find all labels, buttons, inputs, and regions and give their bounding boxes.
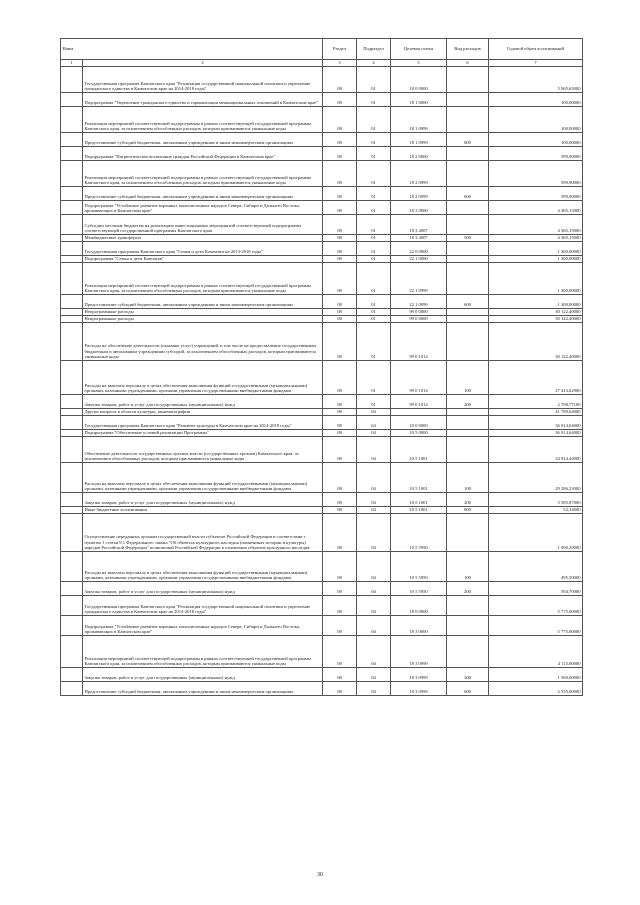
index-cell: 4 [357, 60, 391, 67]
row-expense-cell [447, 416, 489, 430]
row-expense-cell [447, 215, 489, 235]
table-row [61, 67, 583, 93]
row-amount-cell: 594,70000 [489, 582, 583, 596]
row-expense-cell: 500 [447, 235, 489, 242]
table-row [61, 263, 583, 295]
table-body [61, 67, 583, 696]
row-subsection-cell: 01 [357, 263, 391, 295]
row-section-cell: 08 [323, 596, 357, 616]
table-row [61, 256, 583, 263]
row-subsection-cell: 04 [357, 463, 391, 493]
index-cell: 7 [489, 60, 583, 67]
row-amount-cell: 52,34000 [489, 507, 583, 514]
row-subsection-cell: 01 [357, 316, 391, 323]
row-section-cell: 08 [323, 256, 357, 263]
header-annual-amount: Годовой объем ассигнований [489, 39, 583, 60]
row-section-cell: 08 [323, 463, 357, 493]
row-blank-cell [61, 409, 83, 416]
row-subsection-cell: 01 [357, 395, 391, 409]
row-name-cell: Закупка товаров, работ и услуг для государственных (муниципальных) нужд [83, 493, 323, 507]
row-name-cell: Предоставление субсидий бюджетным, автономным учреждениям и иным некоммерческим организациям [83, 187, 323, 201]
row-section-cell: 08 [323, 67, 357, 93]
row-blank-cell [61, 416, 83, 430]
row-subsection-cell: 01 [357, 256, 391, 263]
row-section-cell: 08 [323, 133, 357, 147]
row-target-cell: 10 5 1001 [391, 493, 447, 507]
row-name-cell: Закупка товаров, работ и услуг для государственных (муниципальных) нужд [83, 668, 323, 682]
row-blank-cell [61, 107, 83, 133]
row-amount-cell: 30 122,40000 [489, 323, 583, 361]
table-row [61, 514, 583, 552]
budget-table [60, 38, 583, 696]
row-amount-cell: 2 555,00000 [489, 682, 583, 696]
row-name-cell: Государственная программа Камчатского края "Реализация государственной национальной политики и укрепление гражданского единства в Камчатском крае на 2014-2018 годы" [83, 596, 323, 616]
row-amount-cell: 4 365,15000 [489, 215, 583, 235]
row-amount-cell: 599,90000 [489, 147, 583, 161]
row-section-cell: 08 [323, 295, 357, 309]
row-amount-cell: 36 014,64000 [489, 416, 583, 430]
row-subsection-cell: 01 [357, 309, 391, 316]
row-blank-cell [61, 682, 83, 696]
row-section-cell: 08 [323, 235, 357, 242]
row-section-cell: 08 [323, 616, 357, 636]
row-amount-cell: 495,50000 [489, 552, 583, 582]
table-row [61, 682, 583, 696]
table-row [61, 463, 583, 493]
row-name-cell: Государственная программа Камчатского края "Развитие культуры в Камчатском крае на 2014-2018 годы" [83, 416, 323, 430]
row-name-cell: Подпрограмма "Семья и дети Камчатки" [83, 256, 323, 263]
row-target-cell: 18 3 4007 [391, 215, 447, 235]
row-amount-cell: 1 300,00000 [489, 295, 583, 309]
row-name-cell: Подпрограмма "Устойчивое развитие коренных малочисленных народов Севера, Сибири и Дальнего Востока, проживающих в Камчатском крае" [83, 616, 323, 636]
row-expense-cell [447, 263, 489, 295]
row-subsection-cell: 01 [357, 235, 391, 242]
row-blank-cell [61, 235, 83, 242]
row-section-cell: 08 [323, 668, 357, 682]
row-target-cell: 18 3 0000 [391, 201, 447, 215]
row-expense-cell [447, 107, 489, 133]
row-section-cell: 08 [323, 242, 357, 256]
row-subsection-cell: 04 [357, 514, 391, 552]
row-name-cell: Подпрограмма "Патриотическое воспитание граждан Российской Федерации в Камчатском крае" [83, 147, 323, 161]
row-section-cell: 08 [323, 493, 357, 507]
table-row [61, 616, 583, 636]
index-cell: 3 [323, 60, 357, 67]
row-name-cell: Предоставление субсидий бюджетным, автономным учреждениям и иным некоммерческим организациям [83, 133, 323, 147]
row-expense-cell: 800 [447, 507, 489, 514]
row-target-cell: 10 5 5950 [391, 582, 447, 596]
row-name-cell: Другие вопросы в области культуры, кинематографии [83, 409, 323, 416]
table-row [61, 201, 583, 215]
row-section-cell: 08 [323, 395, 357, 409]
document-page [60, 38, 582, 696]
table-row [61, 596, 583, 616]
row-section-cell: 08 [323, 201, 357, 215]
table-row [61, 133, 583, 147]
row-subsection-cell: 04 [357, 582, 391, 596]
row-blank-cell [61, 437, 83, 463]
row-subsection-cell: 04 [357, 493, 391, 507]
table-header-row [61, 39, 583, 60]
row-blank-cell [61, 395, 83, 409]
row-target-cell: 10 5 1001 [391, 463, 447, 493]
row-blank-cell [61, 242, 83, 256]
row-amount-cell: 100,00000 [489, 107, 583, 133]
row-target-cell: 18 2 0000 [391, 147, 447, 161]
row-section-cell: 08 [323, 582, 357, 596]
row-amount-cell: 34 924,44000 [489, 437, 583, 463]
row-subsection-cell: 04 [357, 616, 391, 636]
row-target-cell: 18 1 0999 [391, 133, 447, 147]
row-name-cell: Предоставление субсидий бюджетным, автономным учреждениям и иным некоммерческим организациям [83, 295, 323, 309]
row-subsection-cell: 01 [357, 161, 391, 187]
row-subsection-cell: 01 [357, 201, 391, 215]
index-cell: 5 [391, 60, 447, 67]
row-section-cell: 08 [323, 215, 357, 235]
row-target-cell: 22 0 0000 [391, 242, 447, 256]
header-target-article: Целевая статья [391, 39, 447, 60]
row-subsection-cell: 04 [357, 636, 391, 668]
row-expense-cell [447, 242, 489, 256]
row-name-cell: Подпрограмма "Обеспечение условий реализации Программы" [83, 430, 323, 437]
table-row [61, 582, 583, 596]
row-target-cell: 18 2 0999 [391, 187, 447, 201]
row-expense-cell [447, 430, 489, 437]
row-section-cell: 08 [323, 552, 357, 582]
row-blank-cell [61, 67, 83, 93]
row-target-cell [391, 409, 447, 416]
row-amount-cell: 29 286,23000 [489, 463, 583, 493]
row-amount-cell: 5 775,00000 [489, 616, 583, 636]
row-target-cell: 22 1 0000 [391, 256, 447, 263]
row-subsection-cell: 04 [357, 507, 391, 514]
row-name-cell: Закупка товаров, работ и услуг для государственных (муниципальных) нужд [83, 395, 323, 409]
page-number: 30 [317, 872, 323, 878]
row-name-cell: Иные бюджетные ассигнования [83, 507, 323, 514]
row-expense-cell [447, 93, 489, 107]
row-subsection-cell: 01 [357, 147, 391, 161]
row-name-cell: Обеспечение деятельности государственных органов власти (государственных органов) Камчатского края, за исключением обособленных расходов, которым присваиваются уникальные коды [83, 437, 323, 463]
row-expense-cell [447, 323, 489, 361]
row-expense-cell: 200 [447, 582, 489, 596]
row-subsection-cell: 04 [357, 668, 391, 682]
row-expense-cell [447, 161, 489, 187]
table-row [61, 187, 583, 201]
row-blank-cell [61, 256, 83, 263]
row-target-cell: 18 3 0000 [391, 616, 447, 636]
header-section: Раздел [323, 39, 357, 60]
row-blank-cell [61, 147, 83, 161]
row-name-cell: Подпрограмма "Устойчивое развитие коренных малочисленных народов Севера, Сибири и Дальнего Востока, проживающих в Камчатском крае" [83, 201, 323, 215]
row-amount-cell: 599,90000 [489, 187, 583, 201]
row-blank-cell [61, 636, 83, 668]
table-row [61, 242, 583, 256]
table-row [61, 437, 583, 463]
row-amount-cell: 5 775,00000 [489, 596, 583, 616]
row-section-cell: 08 [323, 361, 357, 395]
row-target-cell: 22 1 0999 [391, 263, 447, 295]
row-section-cell: 08 [323, 93, 357, 107]
table-row [61, 493, 583, 507]
row-expense-cell [447, 514, 489, 552]
row-amount-cell: 1 300,00000 [489, 256, 583, 263]
index-cell: 6 [447, 60, 489, 67]
row-expense-cell [447, 636, 489, 668]
row-blank-cell [61, 493, 83, 507]
row-section-cell: 08 [323, 682, 357, 696]
row-target-cell: 99 0 0000 [391, 316, 447, 323]
row-target-cell: 10 5 5950 [391, 514, 447, 552]
row-name-cell: Субсидии местным бюджетам на реализацию инвестиционных мероприятий соответствующей подпрограммы соответствующей государственной программы Камчатского края [83, 215, 323, 235]
row-blank-cell [61, 323, 83, 361]
row-amount-cell: 4 365,15000 [489, 201, 583, 215]
row-subsection-cell: 04 [357, 416, 391, 430]
row-target-cell: 18 1 0000 [391, 93, 447, 107]
index-cell: 2 [83, 60, 323, 67]
table-row [61, 295, 583, 309]
row-name-cell: Расходы на выплаты персоналу в целях обеспечения выполнения функций государственными (муниципальными) органами, казенными учреждениями, органами управления государственными внебюджетными фондами [83, 463, 323, 493]
row-name-cell: Закупка товаров, работ и услуг для государственных (муниципальных) нужд [83, 582, 323, 596]
row-amount-cell: 30 122,40000 [489, 316, 583, 323]
row-section-cell: 08 [323, 430, 357, 437]
row-section-cell: 08 [323, 263, 357, 295]
table-row [61, 668, 583, 682]
row-blank-cell [61, 552, 83, 582]
row-expense-cell: 200 [447, 668, 489, 682]
table-row [61, 323, 583, 361]
row-subsection-cell: 04 [357, 552, 391, 582]
row-subsection-cell: 01 [357, 67, 391, 93]
row-section-cell: 08 [323, 161, 357, 187]
row-blank-cell [61, 507, 83, 514]
table-row [61, 93, 583, 107]
row-amount-cell: 2 708,77100 [489, 395, 583, 409]
row-expense-cell [447, 67, 489, 93]
header-subsection: Подраздел [357, 39, 391, 60]
row-amount-cell: 100,00000 [489, 93, 583, 107]
table-row [61, 147, 583, 161]
row-name-cell: Расходы на обеспечение деятельности (оказание услуг) учреждений, в том числе на предоставление государственным бюджетным и автономным учреждениям субсидий, за исключением обособленных расходов, которым присваиваются уникальные коды [83, 323, 323, 361]
row-section-cell: 08 [323, 147, 357, 161]
row-section-cell: 08 [323, 309, 357, 316]
row-subsection-cell: 01 [357, 93, 391, 107]
row-blank-cell [61, 514, 83, 552]
row-blank-cell [61, 596, 83, 616]
row-subsection-cell: 01 [357, 323, 391, 361]
row-target-cell: 22 1 0999 [391, 295, 447, 309]
row-amount-cell: 1 090,20000 [489, 514, 583, 552]
row-amount-cell: 599,90000 [489, 161, 583, 187]
table-row [61, 507, 583, 514]
row-subsection-cell: 04 [357, 682, 391, 696]
table-row [61, 409, 583, 416]
row-subsection-cell: 04 [357, 430, 391, 437]
header-name: Наим [61, 39, 323, 60]
row-name-cell: Непрограммные расходы [83, 309, 323, 316]
row-subsection-cell: 01 [357, 295, 391, 309]
row-target-cell: 99 0 1014 [391, 395, 447, 409]
table-row [61, 636, 583, 668]
index-cell: 1 [61, 60, 83, 67]
row-target-cell: 18 3 0999 [391, 636, 447, 668]
table-row [61, 107, 583, 133]
row-subsection-cell: 01 [357, 107, 391, 133]
table-row [61, 235, 583, 242]
row-amount-cell: 1 300,00000 [489, 263, 583, 295]
header-expense-type: Вид расходов [447, 39, 489, 60]
row-blank-cell [61, 582, 83, 596]
row-amount-cell: 1 300,00000 [489, 242, 583, 256]
row-name-cell: Расходы на выплаты персоналу в целях обеспечения выполнения функций государственными (муниципальными) органами, казенными учреждениями, органами управления государственными внебюджетными фондами [83, 552, 323, 582]
row-name-cell: Государственная программа Камчатского края "Реализация государственной национальной политики и укрепление гражданского единства в Камчатском крае на 2014-2018 годы" [83, 67, 323, 93]
table-row [61, 395, 583, 409]
row-blank-cell [61, 463, 83, 493]
row-expense-cell: 600 [447, 133, 489, 147]
column-index-row [61, 60, 583, 67]
row-subsection-cell: 04 [357, 409, 391, 416]
row-section-cell: 08 [323, 636, 357, 668]
row-blank-cell [61, 295, 83, 309]
row-expense-cell: 600 [447, 295, 489, 309]
row-section-cell: 08 [323, 187, 357, 201]
row-section-cell: 08 [323, 316, 357, 323]
row-blank-cell [61, 263, 83, 295]
row-blank-cell [61, 133, 83, 147]
row-blank-cell [61, 93, 83, 107]
row-name-cell: Реализация мероприятий соответствующей подпрограммы в рамках соответствующей государственной программы Камчатского края, за исключением обособленных расходов, которым присваиваются уникальные коды [83, 263, 323, 295]
row-name-cell: Непрограммные расходы [83, 316, 323, 323]
row-expense-cell [447, 596, 489, 616]
row-section-cell: 08 [323, 507, 357, 514]
row-name-cell: Реализация мероприятий соответствующей подпрограммы в рамках соответствующей государственной программы Камчатского края, за исключением обособленных расходов, которым присваиваются уникальные коды [83, 636, 323, 668]
row-expense-cell [447, 201, 489, 215]
table-row [61, 215, 583, 235]
row-expense-cell [447, 409, 489, 416]
row-name-cell: Подпрограмма "Укрепление гражданского единства и гармонизация межнациональных отношений в Камчатском крае" [83, 93, 323, 107]
row-target-cell: 18 1 0999 [391, 107, 447, 133]
row-target-cell: 18 3 0999 [391, 668, 447, 682]
row-name-cell: Реализация мероприятий соответствующей подпрограммы в рамках соответствующей государственной программы Камчатского края, за исключением обособленных расходов, которым присваиваются уникальные коды [83, 161, 323, 187]
row-target-cell: 18 3 4007 [391, 235, 447, 242]
row-name-cell: Осуществление переданных органам государственной власти субъектов Российской Федерации в соответствии с пунктом 1 статьи 9.1 Федерального закона "Об объектах культурного наследия (памятниках истории и культуры) народов Российской Федерации" полномочий Российской Федерации в отношении объектов культурного наследия [83, 514, 323, 552]
row-blank-cell [61, 616, 83, 636]
row-blank-cell [61, 187, 83, 201]
table-row [61, 430, 583, 437]
row-blank-cell [61, 215, 83, 235]
row-section-cell: 08 [323, 409, 357, 416]
row-target-cell: 18 0 0000 [391, 67, 447, 93]
row-target-cell: 10 5 0000 [391, 430, 447, 437]
row-target-cell: 99 0 1014 [391, 323, 447, 361]
row-amount-cell: 27 413,62900 [489, 361, 583, 395]
row-amount-cell: 5 065,65000 [489, 67, 583, 93]
row-name-cell: Государственная программа Камчатского края "Семья и дети Камчатки на 2013-2018 годы" [83, 242, 323, 256]
table-row [61, 416, 583, 430]
row-target-cell: 10 0 0000 [391, 416, 447, 430]
row-target-cell: 99 0 1014 [391, 361, 447, 395]
row-subsection-cell: 01 [357, 187, 391, 201]
row-expense-cell [447, 309, 489, 316]
table-row [61, 316, 583, 323]
row-subsection-cell: 04 [357, 596, 391, 616]
row-expense-cell [447, 316, 489, 323]
row-blank-cell [61, 309, 83, 316]
row-amount-cell: 36 014,64000 [489, 430, 583, 437]
row-expense-cell: 100 [447, 361, 489, 395]
row-target-cell: 10 5 5950 [391, 552, 447, 582]
table-row [61, 361, 583, 395]
row-amount-cell: 41 789,64000 [489, 409, 583, 416]
row-amount-cell: 4 365,15000 [489, 235, 583, 242]
row-target-cell: 18 0 0000 [391, 596, 447, 616]
row-target-cell: 10 5 1001 [391, 507, 447, 514]
table-row [61, 309, 583, 316]
row-section-cell: 08 [323, 416, 357, 430]
row-name-cell: Расходы на выплаты персоналу в целях обеспечения выполнения функций государственными (муниципальными) органами, казенными учреждениями, органами управления государственными внебюджетными фондами [83, 361, 323, 395]
row-amount-cell: 100,00000 [489, 133, 583, 147]
row-name-cell: Межбюджетные трансферты [83, 235, 323, 242]
row-expense-cell: 200 [447, 493, 489, 507]
row-expense-cell [447, 256, 489, 263]
row-subsection-cell: 01 [357, 133, 391, 147]
row-section-cell: 08 [323, 323, 357, 361]
row-target-cell: 18 2 0999 [391, 161, 447, 187]
row-amount-cell: 30 122,40000 [489, 309, 583, 316]
row-section-cell: 08 [323, 437, 357, 463]
row-subsection-cell: 01 [357, 242, 391, 256]
row-target-cell: 99 0 0000 [391, 309, 447, 316]
row-amount-cell: 4 115,00000 [489, 636, 583, 668]
row-subsection-cell: 01 [357, 215, 391, 235]
row-blank-cell [61, 430, 83, 437]
row-target-cell: 10 5 1001 [391, 437, 447, 463]
row-subsection-cell: 04 [357, 437, 391, 463]
row-section-cell: 08 [323, 514, 357, 552]
row-expense-cell: 600 [447, 187, 489, 201]
row-blank-cell [61, 316, 83, 323]
row-blank-cell [61, 201, 83, 215]
row-target-cell: 18 3 0999 [391, 682, 447, 696]
table-row [61, 161, 583, 187]
row-expense-cell [447, 437, 489, 463]
table-row [61, 552, 583, 582]
row-amount-cell: 5 585,87000 [489, 493, 583, 507]
row-expense-cell: 600 [447, 682, 489, 696]
row-blank-cell [61, 161, 83, 187]
row-name-cell: Предоставление субсидий бюджетным, автономным учреждениям и иным некоммерческим организациям [83, 682, 323, 696]
row-expense-cell: 100 [447, 463, 489, 493]
row-blank-cell [61, 361, 83, 395]
row-section-cell: 08 [323, 107, 357, 133]
row-expense-cell: 200 [447, 395, 489, 409]
row-expense-cell: 100 [447, 552, 489, 582]
row-subsection-cell: 01 [357, 361, 391, 395]
row-expense-cell [447, 616, 489, 636]
row-name-cell: Реализация мероприятий соответствующей подпрограммы в рамках соответствующей государственной программы Камчатского края, за исключением обособленных расходов, которым присваиваются уникальные коды [83, 107, 323, 133]
row-expense-cell [447, 147, 489, 161]
row-amount-cell: 1 560,00000 [489, 668, 583, 682]
row-blank-cell [61, 668, 83, 682]
